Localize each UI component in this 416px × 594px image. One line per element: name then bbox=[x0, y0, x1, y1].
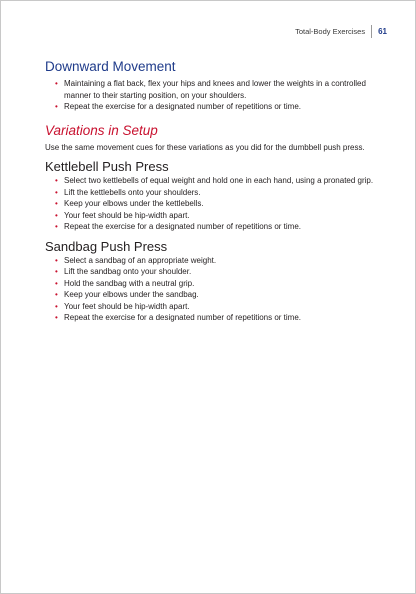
list-item-text: Your feet should be hip-width apart. bbox=[64, 301, 190, 311]
bullet-icon: • bbox=[55, 199, 58, 208]
list-item-text: Repeat the exercise for a designated number of repetitions or time. bbox=[64, 222, 302, 231]
list-item-text: Select two kettlebells of equal weight and hold one in each hand, using a pronated grip. bbox=[64, 176, 374, 185]
list-item bbox=[55, 266, 385, 278]
list-item-text: Select a sandbag of an appropriate weight. bbox=[64, 255, 217, 265]
list-item-text: Repeat the exercise for a designated number of repetitions or time. bbox=[64, 102, 302, 111]
bullet-icon: • bbox=[55, 210, 58, 220]
list-item bbox=[55, 101, 385, 113]
list-item-text: Lift the sandbag onto your shoulder. bbox=[64, 267, 192, 276]
list-item-text: Repeat the exercise for a designated number of repetitions or time. bbox=[64, 313, 302, 322]
kettlebell-heading: Kettlebell Push Press bbox=[45, 159, 169, 174]
list-item-text: Keep your elbows under the kettlebells. bbox=[64, 199, 204, 208]
bullet-icon: • bbox=[55, 313, 58, 322]
downward-movement-heading: Downward Movement bbox=[45, 59, 176, 74]
list-item bbox=[55, 312, 385, 324]
page-content bbox=[45, 59, 385, 324]
bullet-icon: • bbox=[55, 176, 58, 185]
list-item bbox=[55, 187, 385, 199]
sandbag-list bbox=[45, 255, 385, 324]
list-item-text: Hold the sandbag with a neutral grip. bbox=[64, 278, 195, 288]
list-item-text: Maintaining a flat back, flex your hips and knees and lower the weights in a controlled manner to their starting position, on your shoulders. bbox=[64, 79, 366, 100]
bullet-icon: • bbox=[55, 267, 58, 276]
list-item bbox=[55, 255, 385, 267]
bullet-icon: • bbox=[55, 187, 58, 197]
bullet-icon: • bbox=[55, 255, 58, 265]
kettlebell-list bbox=[45, 175, 385, 233]
list-item bbox=[55, 301, 385, 313]
variations-heading: Variations in Setup bbox=[45, 122, 158, 138]
list-item-text: Your feet should be hip-width apart. bbox=[64, 210, 190, 220]
list-item bbox=[55, 278, 385, 290]
bullet-icon: • bbox=[55, 290, 58, 299]
list-item bbox=[55, 289, 385, 301]
bullet-icon: • bbox=[55, 301, 58, 311]
list-item bbox=[55, 78, 385, 101]
bullet-icon: • bbox=[55, 222, 58, 231]
section-title: Total-Body Exercises bbox=[295, 27, 366, 36]
page-number: 61 bbox=[378, 27, 387, 36]
downward-movement-list bbox=[45, 78, 385, 113]
list-item bbox=[55, 198, 385, 210]
bullet-icon: • bbox=[55, 278, 58, 288]
bullet-icon: • bbox=[55, 102, 58, 111]
list-item bbox=[55, 210, 385, 222]
list-item bbox=[55, 175, 385, 187]
header-divider bbox=[371, 25, 372, 38]
list-item-text: Lift the kettlebells onto your shoulders. bbox=[64, 187, 201, 197]
variations-intro: Use the same movement cues for these variations as you did for the dumbbell push press. bbox=[45, 142, 365, 152]
sandbag-heading: Sandbag Push Press bbox=[45, 238, 168, 254]
bullet-icon: • bbox=[55, 79, 58, 88]
list-item-text: Keep your elbows under the sandbag. bbox=[64, 290, 199, 299]
list-item bbox=[55, 221, 385, 233]
running-head bbox=[295, 25, 387, 38]
